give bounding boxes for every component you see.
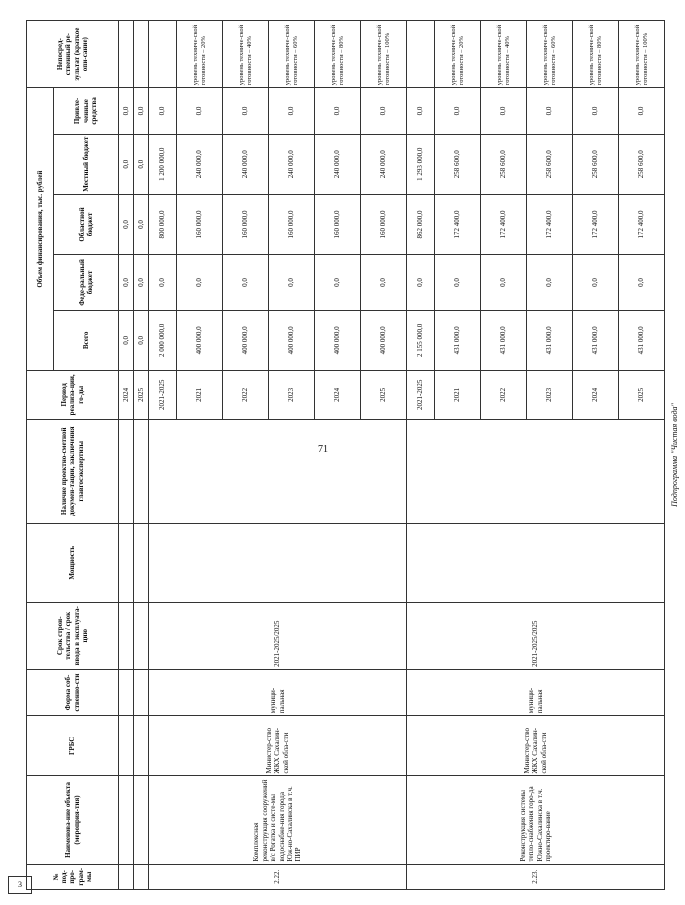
regional-cell: 800 000,0 — [149, 194, 177, 254]
table-row — [407, 21, 435, 890]
header-local: Местный бюджет — [54, 134, 119, 194]
regional-cell: 172 400,0 — [619, 194, 665, 254]
period-cell: 2024 — [119, 370, 134, 419]
period-cell: 2021-2025 — [149, 370, 177, 419]
financing-table — [26, 20, 685, 890]
regional-cell: 160 000,0 — [269, 194, 315, 254]
federal-cell: 0,0 — [619, 255, 665, 311]
local-cell: 240 000,0 — [177, 134, 223, 194]
result-cell: уровень техниче-ской готовности – 40% — [223, 21, 269, 88]
side-marker: 3 — [8, 876, 32, 894]
total-cell: 0,0 — [134, 310, 149, 370]
local-cell: 258 600,0 — [435, 134, 481, 194]
local-cell: 258 600,0 — [481, 134, 527, 194]
table-row — [119, 21, 134, 890]
period-cell: 2021-2025 — [407, 370, 435, 419]
result-cell: уровень техниче-ской готовности – 60% — [527, 21, 573, 88]
header-form: Форма соб-ственно-сти — [27, 669, 119, 715]
other-cell: 0,0 — [619, 88, 665, 134]
table-row — [149, 21, 177, 890]
total-cell: 431 000,0 — [573, 310, 619, 370]
other-cell: 0,0 — [361, 88, 407, 134]
page-number: 71 — [318, 444, 328, 455]
regional-cell: 160 000,0 — [223, 194, 269, 254]
result-cell: уровень техниче-ской готовности – 100% — [619, 21, 665, 88]
total-cell: 2 155 000,0 — [407, 310, 435, 370]
object-form: муници-пальная — [407, 669, 665, 715]
regional-cell: 862 000,0 — [407, 194, 435, 254]
federal-cell: 0,0 — [361, 255, 407, 311]
total-cell: 400 000,0 — [361, 310, 407, 370]
period-cell: 2025 — [134, 370, 149, 419]
header-other: Привле-ченные средства — [54, 88, 119, 134]
regional-cell: 160 000,0 — [315, 194, 361, 254]
object-docs — [149, 419, 407, 523]
result-cell: уровень техниче-ской готовности – 100% — [361, 21, 407, 88]
header-term: Срок строи-тельства / срок ввода в эксплуата-цию — [27, 602, 119, 669]
other-cell: 0,0 — [119, 88, 134, 134]
result-cell: уровень техниче-ской готовности – 60% — [269, 21, 315, 88]
other-cell: 0,0 — [573, 88, 619, 134]
period-cell: 2024 — [315, 370, 361, 419]
total-cell: 400 000,0 — [223, 310, 269, 370]
local-cell: 240 000,0 — [315, 134, 361, 194]
period-cell: 2021 — [435, 370, 481, 419]
federal-cell: 0,0 — [223, 255, 269, 311]
federal-cell: 0,0 — [481, 255, 527, 311]
period-cell: 2022 — [481, 370, 527, 419]
local-cell: 258 600,0 — [527, 134, 573, 194]
result-cell — [134, 21, 149, 88]
period-cell: 2023 — [269, 370, 315, 419]
other-cell: 0,0 — [527, 88, 573, 134]
other-cell: 0,0 — [315, 88, 361, 134]
total-cell: 431 000,0 — [619, 310, 665, 370]
federal-cell: 0,0 — [149, 255, 177, 311]
local-cell: 258 600,0 — [573, 134, 619, 194]
regional-cell: 172 400,0 — [481, 194, 527, 254]
table-body — [119, 21, 665, 890]
total-cell: 400 000,0 — [269, 310, 315, 370]
object-number: 2.23. — [407, 864, 665, 889]
result-cell: уровень техниче-ской готовности – 40% — [481, 21, 527, 88]
total-cell: 431 000,0 — [481, 310, 527, 370]
header-federal: Феде-ральный бюджет — [54, 255, 119, 311]
local-cell: 0,0 — [134, 134, 149, 194]
federal-cell: 0,0 — [435, 255, 481, 311]
federal-cell: 0,0 — [573, 255, 619, 311]
federal-cell: 0,0 — [315, 255, 361, 311]
total-cell: 400 000,0 — [315, 310, 361, 370]
object-number: 2.22. — [149, 864, 407, 889]
header-num: № под-про-грам-мы — [27, 864, 119, 889]
total-cell: 400 000,0 — [177, 310, 223, 370]
header-name: Наименова-ние объекта (мероприя-тия) — [27, 776, 119, 864]
federal-cell: 0,0 — [407, 255, 435, 311]
header-regional: Областной бюджет — [54, 194, 119, 254]
other-cell: 0,0 — [149, 88, 177, 134]
regional-cell: 172 400,0 — [527, 194, 573, 254]
result-cell — [407, 21, 435, 88]
header-grbs: ГРБС — [27, 716, 119, 776]
subprogram-caption: Подпрограмма "Чистая вода" — [670, 403, 680, 507]
local-cell: 240 000,0 — [269, 134, 315, 194]
object-docs — [407, 419, 665, 523]
period-cell: 2025 — [619, 370, 665, 419]
object-capacity — [407, 523, 665, 602]
period-cell: 2022 — [223, 370, 269, 419]
regional-cell: 160 000,0 — [361, 194, 407, 254]
local-cell: 1 200 000,0 — [149, 134, 177, 194]
rotated-table-container — [26, 20, 680, 890]
regional-cell: 0,0 — [134, 194, 149, 254]
object-name: Комплексная реконструкция сооружений в/с Рогатка и систе-мы водоснабже-ния города Юж-но-Сахалинска в т.ч. ПИР — [149, 776, 407, 864]
table-row — [134, 21, 149, 890]
period-cell: 2024 — [573, 370, 619, 419]
object-name: Реконструкция системы тепло-снабжения горо-да Южно-Сахалинска в т.ч. проектиро-вание — [407, 776, 665, 864]
object-capacity — [149, 523, 407, 602]
other-cell: 0,0 — [407, 88, 435, 134]
period-cell: 2021 — [177, 370, 223, 419]
header-docs: Наличие проектно-сметной докумен-тации, заключения главгосэкспертизы — [27, 419, 119, 523]
header-result: Непосред-ственный ре-зультат (краткое опи-сание) — [27, 21, 119, 88]
local-cell: 240 000,0 — [361, 134, 407, 194]
result-cell — [119, 21, 134, 88]
result-cell: уровень техниче-ской готовности – 20% — [177, 21, 223, 88]
other-cell: 0,0 — [269, 88, 315, 134]
object-grbs: Министер-ство ЖКХ Сахалин-ской обла-сти — [407, 716, 665, 776]
header-capacity: Мощность — [27, 523, 119, 602]
regional-cell: 172 400,0 — [573, 194, 619, 254]
object-term: 2021-2025/2025 — [149, 602, 407, 669]
result-cell: уровень техниче-ской готовности – 80% — [573, 21, 619, 88]
other-cell: 0,0 — [481, 88, 527, 134]
period-cell: 2023 — [527, 370, 573, 419]
federal-cell: 0,0 — [527, 255, 573, 311]
regional-cell: 0,0 — [119, 194, 134, 254]
result-cell: уровень техниче-ской готовности – 80% — [315, 21, 361, 88]
total-cell: 431 000,0 — [435, 310, 481, 370]
other-cell: 0,0 — [134, 88, 149, 134]
period-cell: 2025 — [361, 370, 407, 419]
local-cell: 1 293 000,0 — [407, 134, 435, 194]
other-cell: 0,0 — [435, 88, 481, 134]
object-term: 2021-2025/2025 — [407, 602, 665, 669]
federal-cell: 0,0 — [269, 255, 315, 311]
regional-cell: 160 000,0 — [177, 194, 223, 254]
result-cell — [149, 21, 177, 88]
local-cell: 240 000,0 — [223, 134, 269, 194]
other-cell: 0,0 — [223, 88, 269, 134]
total-cell: 2 000 000,0 — [149, 310, 177, 370]
object-grbs: Министер-ство ЖКХ Сахалин-ской обла-сти — [149, 716, 407, 776]
total-cell: 431 000,0 — [527, 310, 573, 370]
total-cell: 0,0 — [119, 310, 134, 370]
result-cell: уровень техниче-ской готовности – 20% — [435, 21, 481, 88]
header-period: Период реализа-ции, го-ды — [27, 370, 119, 419]
header-total: Всего — [54, 310, 119, 370]
local-cell: 258 600,0 — [619, 134, 665, 194]
other-cell: 0,0 — [177, 88, 223, 134]
header-finance-group: Объем финансирования, тыс. рублей — [27, 88, 54, 371]
object-form: муници-пальная — [149, 669, 407, 715]
federal-cell: 0,0 — [177, 255, 223, 311]
regional-cell: 172 400,0 — [435, 194, 481, 254]
federal-cell: 0,0 — [119, 255, 134, 311]
federal-cell: 0,0 — [134, 255, 149, 311]
local-cell: 0,0 — [119, 134, 134, 194]
